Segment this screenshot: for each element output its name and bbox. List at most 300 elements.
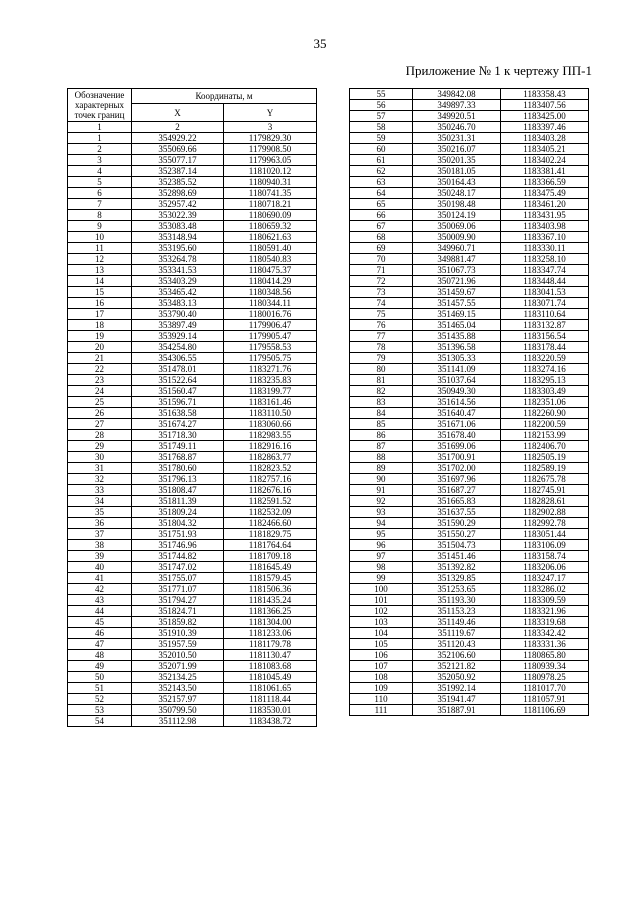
table-row — [350, 408, 589, 419]
table-row — [350, 111, 589, 122]
point-id-cell: 16 — [68, 298, 132, 309]
y-coordinate-cell: 1183206.06 — [501, 562, 589, 573]
table-row — [68, 144, 317, 155]
point-id-cell: 104 — [350, 628, 413, 639]
x-coordinate-cell: 353083.48 — [132, 221, 224, 232]
x-coordinate-cell: 351697.96 — [413, 474, 501, 485]
point-id-cell: 1 — [68, 133, 132, 144]
x-coordinate-cell: 350201.35 — [413, 155, 501, 166]
point-id-cell: 91 — [350, 485, 413, 496]
table-row — [68, 463, 317, 474]
table-row — [68, 628, 317, 639]
x-coordinate-cell: 351796.13 — [132, 474, 224, 485]
y-coordinate-cell: 1181366.25 — [224, 606, 317, 617]
table-row — [68, 199, 317, 210]
table-row — [68, 364, 317, 375]
y-coordinate-cell: 1180414.29 — [224, 276, 317, 287]
x-coordinate-cell: 351768.87 — [132, 452, 224, 463]
point-id-cell: 33 — [68, 485, 132, 496]
table-row — [350, 243, 589, 254]
x-coordinate-cell: 351392.82 — [413, 562, 501, 573]
table-row — [350, 419, 589, 430]
x-coordinate-cell: 351469.15 — [413, 309, 501, 320]
x-coordinate-cell: 351700.91 — [413, 452, 501, 463]
x-coordinate-cell: 351744.82 — [132, 551, 224, 562]
table-row — [350, 375, 589, 386]
y-coordinate-cell: 1183530.01 — [224, 705, 317, 716]
table-row — [350, 155, 589, 166]
table-row — [350, 485, 589, 496]
x-coordinate-cell: 351638.58 — [132, 408, 224, 419]
y-coordinate-cell: 1180475.37 — [224, 265, 317, 276]
table-row — [350, 89, 589, 100]
x-coordinate-cell: 351755.07 — [132, 573, 224, 584]
x-coordinate-cell: 351560.47 — [132, 386, 224, 397]
y-coordinate-cell: 1182863.77 — [224, 452, 317, 463]
x-coordinate-cell: 352143.50 — [132, 683, 224, 694]
x-coordinate-cell: 350231.31 — [413, 133, 501, 144]
point-id-cell: 6 — [68, 188, 132, 199]
x-coordinate-cell: 351590.29 — [413, 518, 501, 529]
x-coordinate-cell: 351957.59 — [132, 639, 224, 650]
table-row — [68, 342, 317, 353]
x-coordinate-cell: 350181.05 — [413, 166, 501, 177]
table-row — [350, 254, 589, 265]
table-row — [68, 386, 317, 397]
y-coordinate-cell: 1182757.16 — [224, 474, 317, 485]
y-coordinate-cell: 1182992.78 — [501, 518, 589, 529]
y-coordinate-cell: 1181579.45 — [224, 573, 317, 584]
y-coordinate-cell: 1183402.24 — [501, 155, 589, 166]
point-id-cell: 51 — [68, 683, 132, 694]
point-id-cell: 64 — [350, 188, 413, 199]
table-row — [68, 276, 317, 287]
x-coordinate-cell: 352010.50 — [132, 650, 224, 661]
y-coordinate-cell: 1183347.74 — [501, 265, 589, 276]
table-row — [68, 430, 317, 441]
point-id-cell: 20 — [68, 342, 132, 353]
table-row — [350, 397, 589, 408]
x-coordinate-cell: 351305.33 — [413, 353, 501, 364]
point-id-cell: 87 — [350, 441, 413, 452]
table-row — [350, 573, 589, 584]
x-coordinate-cell: 351119.67 — [413, 628, 501, 639]
y-coordinate-cell: 1180690.09 — [224, 210, 317, 221]
x-coordinate-cell: 353897.49 — [132, 320, 224, 331]
y-coordinate-cell: 1181304.00 — [224, 617, 317, 628]
table-row — [350, 188, 589, 199]
point-id-cell: 69 — [350, 243, 413, 254]
point-id-cell: 8 — [68, 210, 132, 221]
table-row — [68, 287, 317, 298]
x-coordinate-cell: 350246.70 — [413, 122, 501, 133]
y-coordinate-cell: 1183431.95 — [501, 210, 589, 221]
point-id-cell: 9 — [68, 221, 132, 232]
point-id-cell: 75 — [350, 309, 413, 320]
x-coordinate-cell: 353465.42 — [132, 287, 224, 298]
point-id-cell: 66 — [350, 210, 413, 221]
table-row — [350, 496, 589, 507]
point-id-cell: 107 — [350, 661, 413, 672]
x-coordinate-cell: 353148.94 — [132, 232, 224, 243]
x-coordinate-cell: 354254.80 — [132, 342, 224, 353]
appendix-title: Приложение № 1 к чертежу ПП-1 — [405, 63, 592, 78]
table-row — [68, 639, 317, 650]
x-coordinate-cell: 350949.30 — [413, 386, 501, 397]
point-id-cell: 59 — [350, 133, 413, 144]
x-coordinate-cell: 350009.90 — [413, 232, 501, 243]
x-coordinate-cell: 355069.66 — [132, 144, 224, 155]
header-col-3: 3 — [224, 122, 317, 133]
x-coordinate-cell: 351809.24 — [132, 507, 224, 518]
y-coordinate-cell: 1181645.49 — [224, 562, 317, 573]
x-coordinate-cell: 352071.99 — [132, 661, 224, 672]
point-id-cell: 40 — [68, 562, 132, 573]
table-row — [350, 364, 589, 375]
point-id-cell: 25 — [68, 397, 132, 408]
point-id-cell: 105 — [350, 639, 413, 650]
x-coordinate-cell: 351699.06 — [413, 441, 501, 452]
point-id-cell: 13 — [68, 265, 132, 276]
table-row — [350, 617, 589, 628]
y-coordinate-cell: 1179908.50 — [224, 144, 317, 155]
point-id-cell: 46 — [68, 628, 132, 639]
x-coordinate-cell: 352050.92 — [413, 672, 501, 683]
point-id-cell: 36 — [68, 518, 132, 529]
x-coordinate-cell: 350721.96 — [413, 276, 501, 287]
x-coordinate-cell: 351112.98 — [132, 716, 224, 727]
y-coordinate-cell: 1183366.59 — [501, 177, 589, 188]
point-id-cell: 96 — [350, 540, 413, 551]
point-id-cell: 26 — [68, 408, 132, 419]
y-coordinate-cell: 1183403.98 — [501, 221, 589, 232]
table-row — [350, 232, 589, 243]
y-coordinate-cell: 1181020.12 — [224, 166, 317, 177]
table-row — [350, 144, 589, 155]
table-row — [68, 353, 317, 364]
y-coordinate-cell: 1180939.34 — [501, 661, 589, 672]
y-coordinate-cell: 1181435.24 — [224, 595, 317, 606]
table-row — [350, 265, 589, 276]
point-id-cell: 21 — [68, 353, 132, 364]
y-coordinate-cell: 1183381.41 — [501, 166, 589, 177]
table-row — [68, 265, 317, 276]
x-coordinate-cell: 351149.46 — [413, 617, 501, 628]
y-coordinate-cell: 1182591.52 — [224, 496, 317, 507]
x-coordinate-cell: 349960.71 — [413, 243, 501, 254]
table-row — [350, 606, 589, 617]
point-id-cell: 37 — [68, 529, 132, 540]
point-id-cell: 55 — [350, 89, 413, 100]
table-row — [350, 452, 589, 463]
x-coordinate-cell: 351459.67 — [413, 287, 501, 298]
y-coordinate-cell: 1183461.20 — [501, 199, 589, 210]
point-id-cell: 93 — [350, 507, 413, 518]
table-row — [68, 540, 317, 551]
table-row — [350, 661, 589, 672]
x-coordinate-cell: 351478.01 — [132, 364, 224, 375]
x-coordinate-cell: 351771.07 — [132, 584, 224, 595]
table-row — [68, 155, 317, 166]
y-coordinate-cell: 1183220.59 — [501, 353, 589, 364]
y-coordinate-cell: 1183448.44 — [501, 276, 589, 287]
table-row — [350, 221, 589, 232]
x-coordinate-cell: 351596.71 — [132, 397, 224, 408]
y-coordinate-cell: 1183271.76 — [224, 364, 317, 375]
table-row — [68, 595, 317, 606]
point-id-cell: 79 — [350, 353, 413, 364]
table-row — [68, 210, 317, 221]
table-row — [350, 210, 589, 221]
y-coordinate-cell: 1182532.09 — [224, 507, 317, 518]
coordinates-table-right — [349, 88, 589, 716]
y-coordinate-cell: 1183425.00 — [501, 111, 589, 122]
table-row — [350, 342, 589, 353]
x-coordinate-cell: 351614.56 — [413, 397, 501, 408]
point-id-cell: 72 — [350, 276, 413, 287]
point-id-cell: 58 — [350, 122, 413, 133]
table-row — [68, 485, 317, 496]
table-row — [350, 562, 589, 573]
point-id-cell: 15 — [68, 287, 132, 298]
point-id-cell: 92 — [350, 496, 413, 507]
x-coordinate-cell: 350248.17 — [413, 188, 501, 199]
y-coordinate-cell: 1180540.83 — [224, 254, 317, 265]
table-row — [350, 463, 589, 474]
point-id-cell: 3 — [68, 155, 132, 166]
point-id-cell: 60 — [350, 144, 413, 155]
y-coordinate-cell: 1181061.65 — [224, 683, 317, 694]
table-row — [350, 705, 589, 716]
y-coordinate-cell: 1182823.52 — [224, 463, 317, 474]
point-id-cell: 10 — [68, 232, 132, 243]
y-coordinate-cell: 1183071.74 — [501, 298, 589, 309]
y-coordinate-cell: 1181709.18 — [224, 551, 317, 562]
y-coordinate-cell: 1181118.44 — [224, 694, 317, 705]
table-row — [68, 661, 317, 672]
y-coordinate-cell: 1182351.06 — [501, 397, 589, 408]
point-id-cell: 18 — [68, 320, 132, 331]
y-coordinate-cell: 1182745.91 — [501, 485, 589, 496]
point-id-cell: 98 — [350, 562, 413, 573]
y-coordinate-cell: 1180978.25 — [501, 672, 589, 683]
y-coordinate-cell: 1183274.16 — [501, 364, 589, 375]
table-row — [350, 177, 589, 188]
y-coordinate-cell: 1183060.66 — [224, 419, 317, 430]
y-coordinate-cell: 1180865.80 — [501, 650, 589, 661]
point-id-cell: 108 — [350, 672, 413, 683]
point-id-cell: 82 — [350, 386, 413, 397]
point-id-cell: 109 — [350, 683, 413, 694]
point-id-cell: 85 — [350, 419, 413, 430]
y-coordinate-cell: 1179905.47 — [224, 331, 317, 342]
table-row — [68, 452, 317, 463]
y-coordinate-cell: 1183405.21 — [501, 144, 589, 155]
y-coordinate-cell: 1183110.50 — [224, 408, 317, 419]
point-id-cell: 67 — [350, 221, 413, 232]
point-id-cell: 73 — [350, 287, 413, 298]
x-coordinate-cell: 352385.52 — [132, 177, 224, 188]
point-id-cell: 30 — [68, 452, 132, 463]
point-id-cell: 88 — [350, 452, 413, 463]
x-coordinate-cell: 351804.32 — [132, 518, 224, 529]
table-row — [68, 650, 317, 661]
table-row — [68, 573, 317, 584]
coordinates-table-left — [67, 88, 317, 727]
y-coordinate-cell: 1182505.19 — [501, 452, 589, 463]
x-coordinate-cell: 351522.64 — [132, 375, 224, 386]
point-id-cell: 56 — [350, 100, 413, 111]
x-coordinate-cell: 354929.22 — [132, 133, 224, 144]
table-row — [68, 705, 317, 716]
y-coordinate-cell: 1183303.49 — [501, 386, 589, 397]
table-row — [350, 650, 589, 661]
y-coordinate-cell: 1182983.55 — [224, 430, 317, 441]
table-row — [350, 331, 589, 342]
point-id-cell: 39 — [68, 551, 132, 562]
table-row — [68, 672, 317, 683]
y-coordinate-cell: 1183158.74 — [501, 551, 589, 562]
y-coordinate-cell: 1182406.70 — [501, 441, 589, 452]
x-coordinate-cell: 353403.29 — [132, 276, 224, 287]
point-id-cell: 27 — [68, 419, 132, 430]
table-row — [350, 584, 589, 595]
x-coordinate-cell: 353483.13 — [132, 298, 224, 309]
point-id-cell: 74 — [350, 298, 413, 309]
x-coordinate-cell: 351674.27 — [132, 419, 224, 430]
x-coordinate-cell: 350164.43 — [413, 177, 501, 188]
y-coordinate-cell: 1182589.19 — [501, 463, 589, 474]
x-coordinate-cell: 351794.27 — [132, 595, 224, 606]
y-coordinate-cell: 1183321.96 — [501, 606, 589, 617]
x-coordinate-cell: 351718.30 — [132, 430, 224, 441]
table-row — [350, 133, 589, 144]
table-row — [350, 287, 589, 298]
table-row — [68, 298, 317, 309]
point-id-cell: 94 — [350, 518, 413, 529]
x-coordinate-cell: 352157.97 — [132, 694, 224, 705]
x-coordinate-cell: 351780.60 — [132, 463, 224, 474]
x-coordinate-cell: 351887.91 — [413, 705, 501, 716]
y-coordinate-cell: 1180016.76 — [224, 309, 317, 320]
x-coordinate-cell: 351749.11 — [132, 441, 224, 452]
y-coordinate-cell: 1183041.53 — [501, 287, 589, 298]
table-row — [350, 639, 589, 650]
y-coordinate-cell: 1183156.54 — [501, 331, 589, 342]
point-id-cell: 11 — [68, 243, 132, 254]
table-row — [68, 518, 317, 529]
y-coordinate-cell: 1180741.35 — [224, 188, 317, 199]
point-id-cell: 48 — [68, 650, 132, 661]
point-id-cell: 76 — [350, 320, 413, 331]
header-y: Y — [224, 104, 317, 122]
table-row — [350, 518, 589, 529]
y-coordinate-cell: 1183367.10 — [501, 232, 589, 243]
point-id-cell: 80 — [350, 364, 413, 375]
point-id-cell: 5 — [68, 177, 132, 188]
point-id-cell: 28 — [68, 430, 132, 441]
x-coordinate-cell: 351811.39 — [132, 496, 224, 507]
x-coordinate-cell: 351120.43 — [413, 639, 501, 650]
x-coordinate-cell: 350799.50 — [132, 705, 224, 716]
point-id-cell: 86 — [350, 430, 413, 441]
y-coordinate-cell: 1183330.11 — [501, 243, 589, 254]
x-coordinate-cell: 351678.40 — [413, 430, 501, 441]
y-coordinate-cell: 1182675.78 — [501, 474, 589, 485]
y-coordinate-cell: 1183331.36 — [501, 639, 589, 650]
point-id-cell: 77 — [350, 331, 413, 342]
x-coordinate-cell: 351504.73 — [413, 540, 501, 551]
x-coordinate-cell: 355077.17 — [132, 155, 224, 166]
table-row — [68, 254, 317, 265]
y-coordinate-cell: 1183199.77 — [224, 386, 317, 397]
point-id-cell: 29 — [68, 441, 132, 452]
point-id-cell: 45 — [68, 617, 132, 628]
point-id-cell: 62 — [350, 166, 413, 177]
table-row — [68, 166, 317, 177]
y-coordinate-cell: 1181083.68 — [224, 661, 317, 672]
table-row — [68, 309, 317, 320]
y-coordinate-cell: 1183132.87 — [501, 320, 589, 331]
x-coordinate-cell: 351859.82 — [132, 617, 224, 628]
x-coordinate-cell: 353264.78 — [132, 254, 224, 265]
table-row — [68, 716, 317, 727]
y-coordinate-cell: 1179505.75 — [224, 353, 317, 364]
y-coordinate-cell: 1180348.56 — [224, 287, 317, 298]
point-id-cell: 41 — [68, 573, 132, 584]
y-coordinate-cell: 1183397.46 — [501, 122, 589, 133]
table-row — [350, 166, 589, 177]
table-row — [350, 386, 589, 397]
point-id-cell: 68 — [350, 232, 413, 243]
table-row — [68, 474, 317, 485]
table-row — [350, 199, 589, 210]
point-id-cell: 103 — [350, 617, 413, 628]
x-coordinate-cell: 351702.00 — [413, 463, 501, 474]
point-id-cell: 81 — [350, 375, 413, 386]
x-coordinate-cell: 352134.25 — [132, 672, 224, 683]
point-id-cell: 32 — [68, 474, 132, 485]
x-coordinate-cell: 350124.19 — [413, 210, 501, 221]
point-id-cell: 44 — [68, 606, 132, 617]
point-id-cell: 47 — [68, 639, 132, 650]
point-id-cell: 101 — [350, 595, 413, 606]
y-coordinate-cell: 1181233.06 — [224, 628, 317, 639]
table-row — [68, 375, 317, 386]
table-row — [68, 617, 317, 628]
x-coordinate-cell: 351550.27 — [413, 529, 501, 540]
x-coordinate-cell: 351329.85 — [413, 573, 501, 584]
y-coordinate-cell: 1180718.21 — [224, 199, 317, 210]
table-row — [68, 177, 317, 188]
table-row — [68, 496, 317, 507]
point-id-cell: 65 — [350, 199, 413, 210]
x-coordinate-cell: 351037.64 — [413, 375, 501, 386]
y-coordinate-cell: 1179906.47 — [224, 320, 317, 331]
y-coordinate-cell: 1181179.78 — [224, 639, 317, 650]
point-id-cell: 54 — [68, 716, 132, 727]
table-row — [68, 243, 317, 254]
table-row — [68, 562, 317, 573]
point-id-cell: 63 — [350, 177, 413, 188]
header-col-1: 1 — [68, 122, 132, 133]
y-coordinate-cell: 1181017.70 — [501, 683, 589, 694]
table-row — [68, 221, 317, 232]
x-coordinate-cell: 351751.93 — [132, 529, 224, 540]
x-coordinate-cell: 353341.53 — [132, 265, 224, 276]
table-row — [68, 529, 317, 540]
y-coordinate-cell: 1182902.88 — [501, 507, 589, 518]
